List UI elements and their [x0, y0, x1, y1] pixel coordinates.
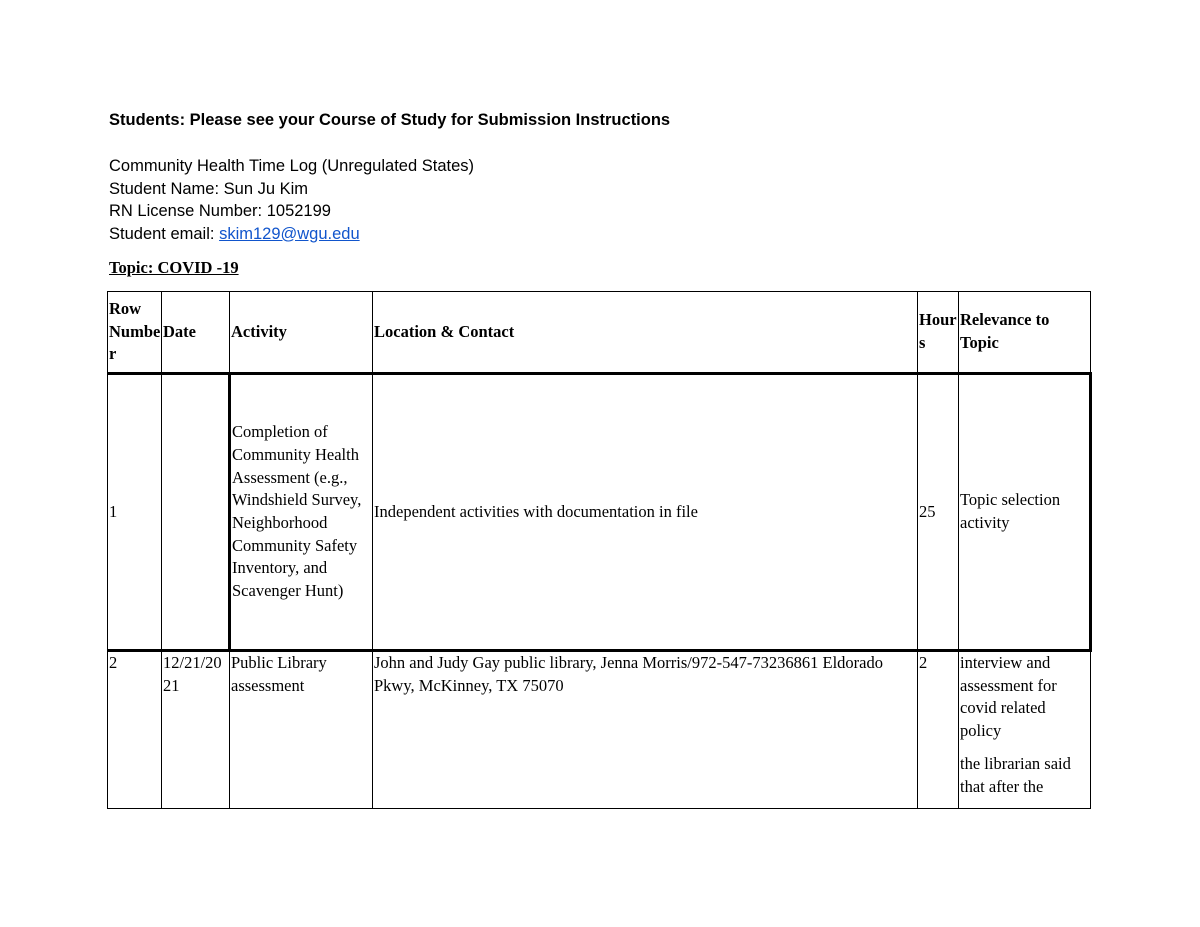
hours-cell: 25 [918, 374, 959, 651]
row-number-cell: 1 [108, 374, 162, 651]
student-info-block [109, 155, 474, 245]
topic-heading: Topic: COVID -19 [109, 258, 239, 277]
hours-cell: 2 [918, 651, 959, 809]
email-link[interactable]: skim129@wgu.edu [219, 224, 360, 243]
date-cell: 12/21/2021 [162, 651, 230, 809]
email-label: Student email: [109, 224, 220, 243]
header-date: Date [162, 292, 230, 374]
location-contact-cell: John and Judy Gay public library, Jenna Morris/972-547-73236861 Eldorado Pkwy, McKinney, TX 75070 [373, 651, 918, 809]
relevance-text: Topic selection activity [960, 490, 1061, 532]
student-name: Student Name: Sun Ju Kim [109, 179, 309, 198]
date-cell [162, 374, 230, 651]
time-log-table [107, 291, 1092, 809]
row-number-cell: 2 [108, 651, 162, 809]
relevance-text: interview and assessment for covid related policy [960, 653, 1057, 741]
header-row-number: Row Number [108, 292, 162, 374]
table-header-row [108, 292, 1091, 374]
log-title: Community Health Time Log (Unregulated States) [109, 157, 474, 175]
relevance-cell [959, 651, 1091, 809]
header-location-contact: Location & Contact [373, 292, 918, 374]
activity-cell: Public Library assessment [230, 651, 373, 809]
relevance-cell [959, 374, 1091, 651]
table-row [108, 374, 1091, 651]
header-relevance: Relevance to Topic [959, 292, 1091, 374]
header-hours: Hours [918, 292, 959, 374]
submission-instructions-heading: Students: Please see your Course of Study for Submission Instructions [109, 111, 671, 129]
activity-cell: Completion of Community Health Assessment (e.g., Windshield Survey, Neighborhood Community Safety Inventory, and Scavenger Hunt) [230, 374, 373, 651]
rn-license-number: RN License Number: 1052199 [109, 202, 331, 220]
table-row [108, 651, 1091, 809]
student-email [109, 223, 474, 246]
header-activity: Activity [230, 292, 373, 374]
location-contact-cell: Independent activities with documentation in file [373, 374, 918, 651]
relevance-text: the librarian said that after the [960, 753, 1071, 796]
